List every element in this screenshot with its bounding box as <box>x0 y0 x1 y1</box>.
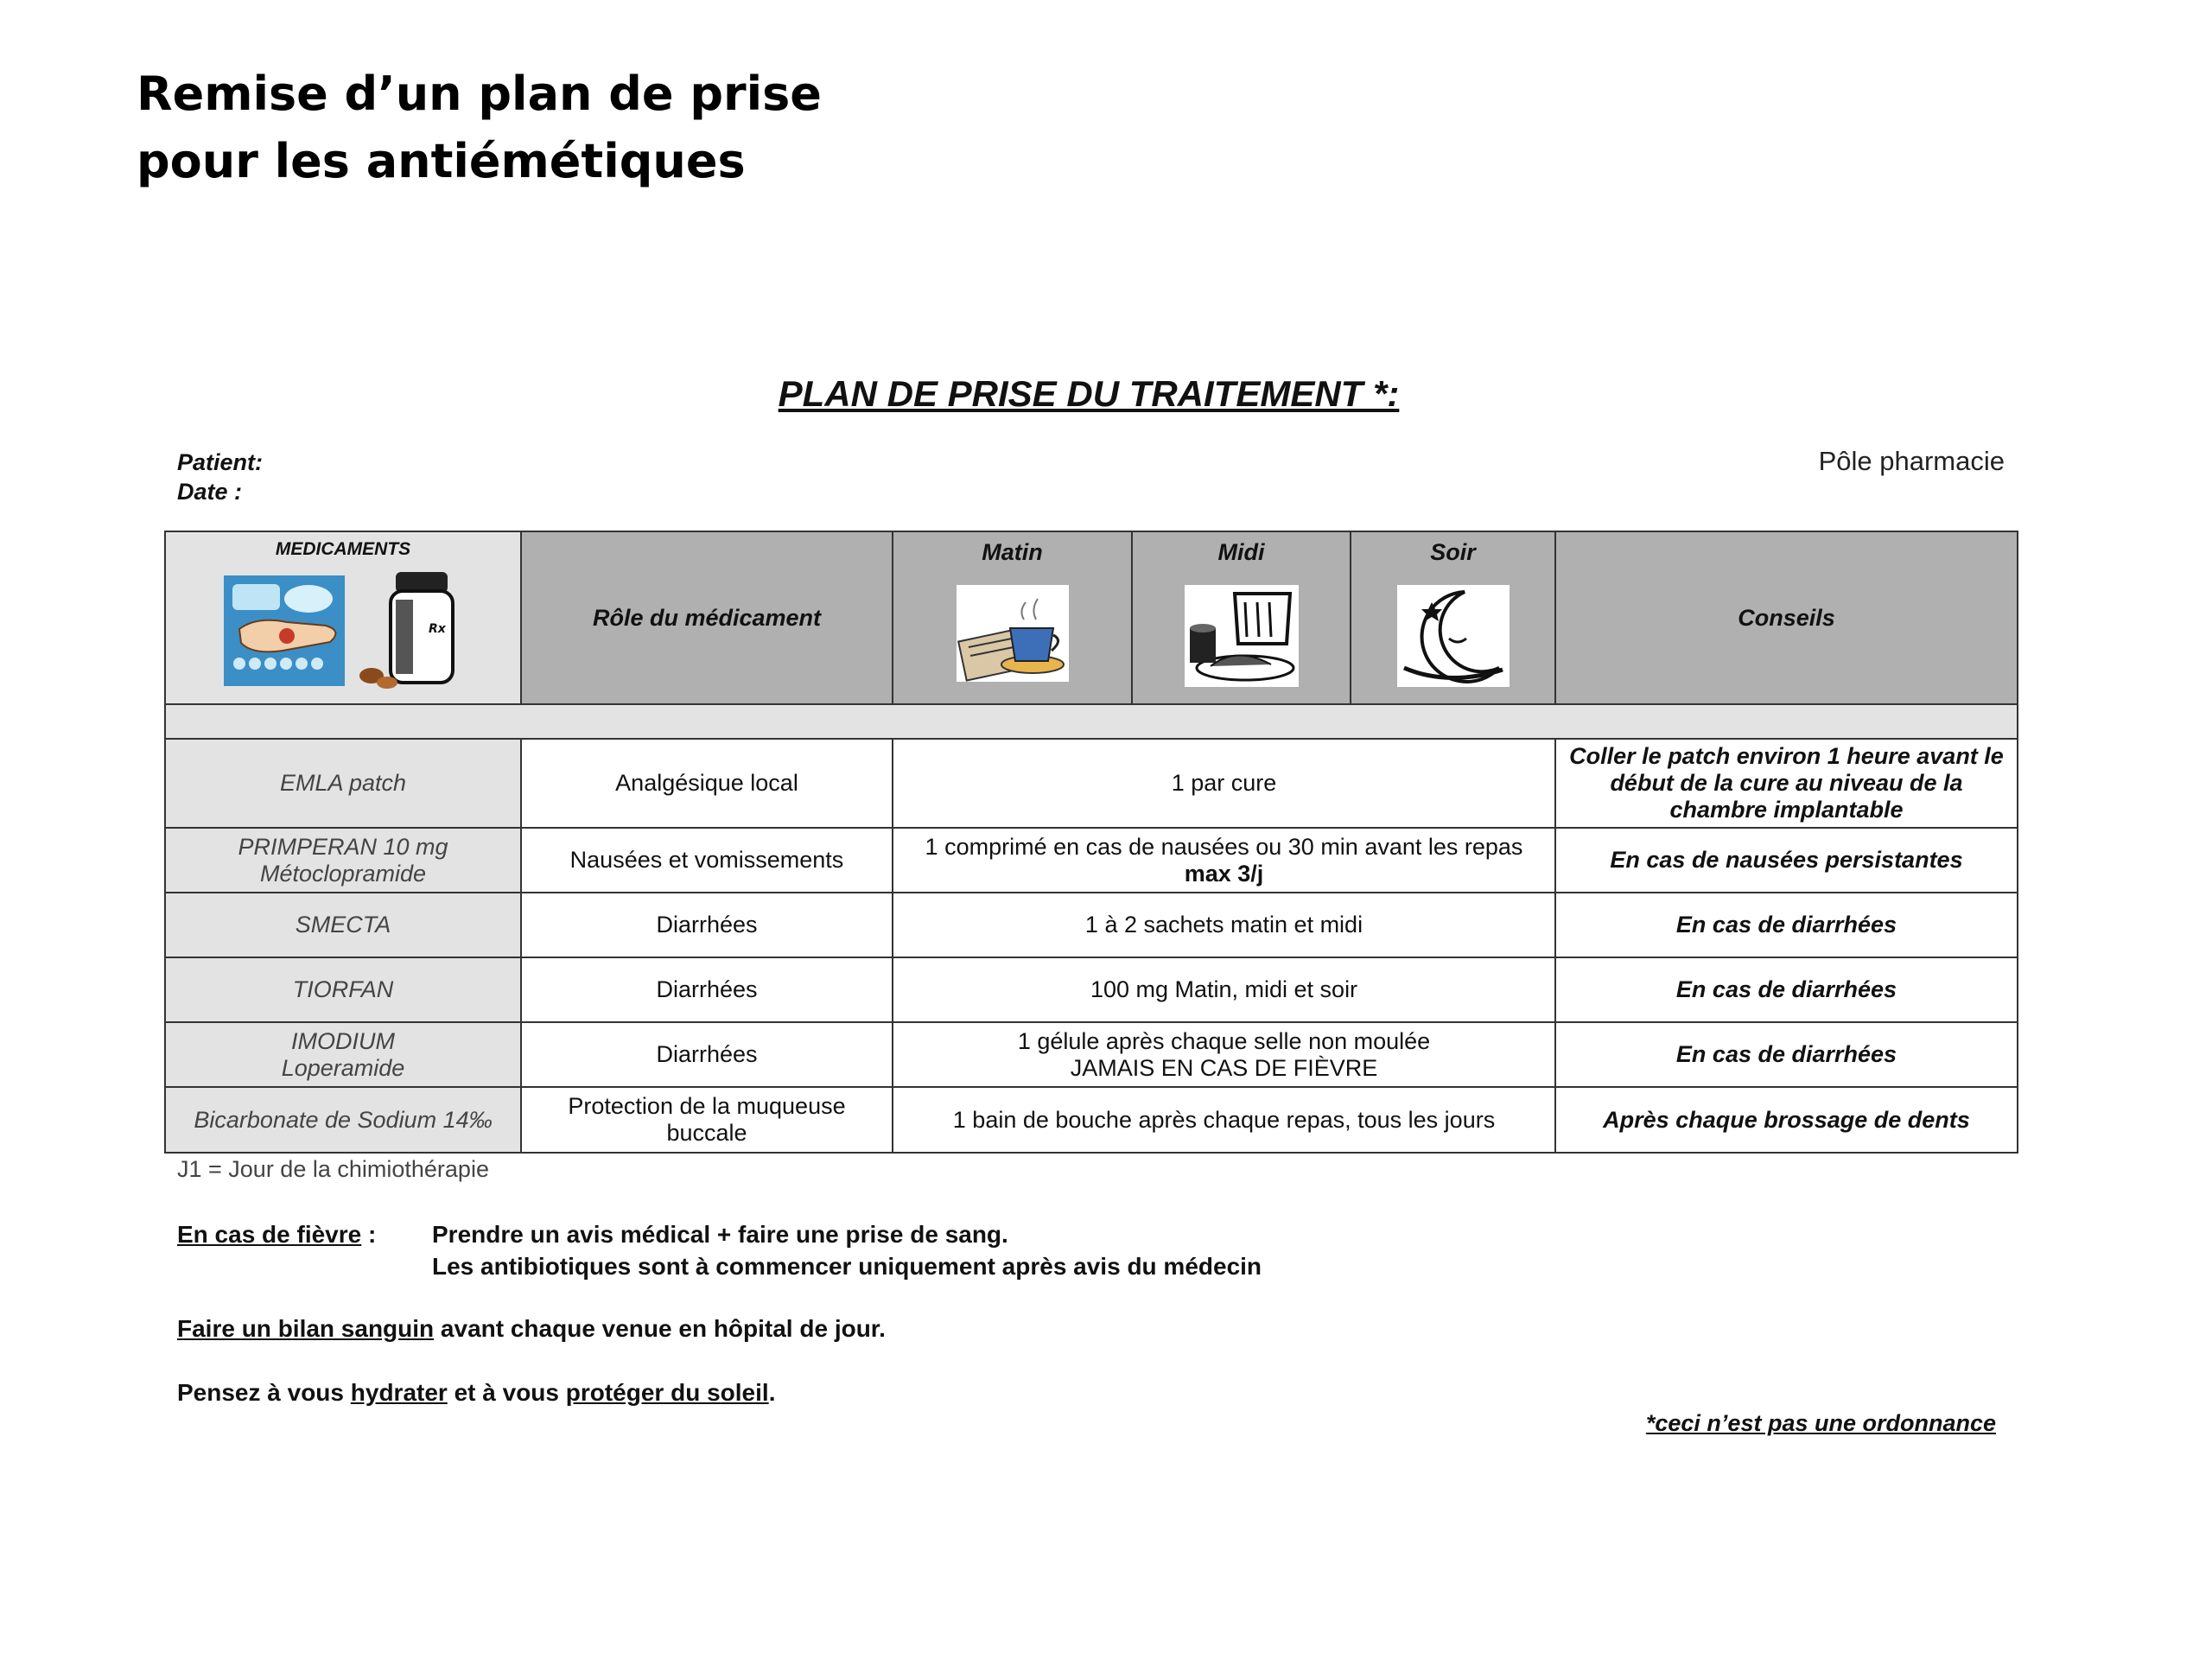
advice: Après chaque brossage de dents <box>1555 1087 2018 1153</box>
medication-name: TIORFAN <box>165 957 521 1022</box>
table-row <box>165 739 2018 828</box>
table-row <box>165 1022 2018 1087</box>
table-row <box>165 957 2018 1022</box>
department-label: Pôle pharmacie <box>1818 446 2005 476</box>
dosage: 1 par cure <box>893 739 1555 828</box>
hydrate-pre: Pensez à vous <box>177 1379 351 1406</box>
j1-footnote: J1 = Jour de la chimiothérapie <box>177 1156 489 1182</box>
treatment-plan-table <box>164 531 2018 1154</box>
header-midi-label: Midi <box>1217 539 1265 565</box>
dosage: 100 mg Matin, midi et soir <box>893 957 1555 1022</box>
dosage-line1: 1 gélule après chaque selle non moulée <box>1017 1027 1431 1054</box>
header-soir <box>1351 531 1555 704</box>
medication-name-line2: Métoclopramide <box>259 860 427 887</box>
lunch-meal-icon <box>1185 585 1299 687</box>
patient-label: Patient: <box>177 449 264 475</box>
document-title: PLAN DE PRISE DU TRAITEMENT *: <box>778 373 1400 414</box>
dosage <box>893 1022 1555 1087</box>
header-soir-label: Soir <box>1430 539 1476 565</box>
blood-test-text: avant chaque venue en hôpital de jour. <box>434 1315 886 1342</box>
medication-role: Nausées et vomissements <box>521 828 893 893</box>
date-label: Date : <box>177 479 243 505</box>
medication-illustration <box>173 569 513 690</box>
table-header-row <box>165 531 2018 704</box>
medication-role: Protection de la muqueuse buccale <box>521 1087 893 1153</box>
header-midi <box>1132 531 1351 704</box>
slide-title-line2: pour les antiémétiques <box>137 134 746 188</box>
medication-name: EMLA patch <box>165 739 521 828</box>
header-medicaments-label: MEDICAMENTS <box>275 539 411 559</box>
fever-label: En cas de fièvre <box>177 1221 362 1248</box>
blood-test-label: Faire un bilan sanguin <box>177 1315 435 1342</box>
advice: Coller le patch environ 1 heure avant le début de la cure au niveau de la chambre implantable <box>1555 739 2018 828</box>
svg-text:Rx: Rx <box>428 622 446 636</box>
medication-name <box>165 1022 521 1087</box>
not-a-prescription-note: *ceci n’est pas une ordonnance <box>1645 1410 1996 1436</box>
header-matin-label: Matin <box>982 539 1043 565</box>
hydrate-mid: et à vous <box>447 1379 566 1406</box>
medication-role: Analgésique local <box>521 739 893 828</box>
medication-role: Diarrhées <box>521 957 893 1022</box>
spacer-row <box>165 704 2018 739</box>
breakfast-coffee-icon <box>957 585 1069 682</box>
medication-role: Diarrhées <box>521 893 893 957</box>
dosage: 1 bain de bouche après chaque repas, tous les jours <box>893 1087 1555 1153</box>
slide-title-line1: Remise d’un plan de prise <box>137 67 822 121</box>
fever-label-wrap <box>177 1218 432 1250</box>
dosage <box>893 828 1555 893</box>
header-medicaments <box>165 531 521 704</box>
advice: En cas de diarrhées <box>1555 893 2018 957</box>
medication-name-line1: PRIMPERAN 10 mg <box>238 833 448 860</box>
dosage: 1 à 2 sachets matin et midi <box>893 893 1555 957</box>
header-conseils: Conseils <box>1555 531 2018 704</box>
medication-role: Diarrhées <box>521 1022 893 1087</box>
fever-text <box>432 1218 1262 1282</box>
table-row <box>165 1087 2018 1153</box>
header-matin <box>893 531 1132 704</box>
hydrate-word: hydrater <box>350 1379 448 1406</box>
advice: En cas de nausées persistantes <box>1555 828 2018 893</box>
fever-line2: Les antibiotiques sont à commencer uniquement après avis du médecin <box>432 1253 1262 1280</box>
medication-name: SMECTA <box>165 893 521 957</box>
medication-name-line2: Loperamide <box>281 1054 405 1081</box>
fever-line1: Prendre un avis médical + faire une prise de sang. <box>432 1221 1008 1248</box>
medication-name-line1: IMODIUM <box>291 1027 395 1054</box>
dosage-line2: max 3/j <box>1184 860 1264 887</box>
hydration-instruction <box>177 1379 775 1407</box>
pill-bottle-icon <box>353 569 465 690</box>
sun-protection-word: protéger du soleil <box>565 1379 769 1406</box>
dosage-line2: JAMAIS EN CAS DE FIÈVRE <box>1070 1054 1378 1081</box>
pills-hand-icon <box>222 569 347 690</box>
medication-name: Bicarbonate de Sodium 14‰ <box>165 1087 521 1153</box>
patient-info <box>177 448 263 506</box>
hydrate-end: . <box>768 1379 776 1406</box>
header-role: Rôle du médicament <box>521 531 893 704</box>
blood-test-instruction <box>177 1315 886 1343</box>
dosage-line1: 1 comprimé en cas de nausées ou 30 min avant les repas <box>925 833 1523 860</box>
medication-name <box>165 828 521 893</box>
night-moon-icon <box>1397 585 1510 687</box>
table-row <box>165 828 2018 893</box>
fever-instructions <box>177 1218 1262 1282</box>
advice: En cas de diarrhées <box>1555 957 2018 1022</box>
slide-title <box>137 60 822 195</box>
advice: En cas de diarrhées <box>1555 1022 2018 1087</box>
table-row <box>165 893 2018 957</box>
fever-colon: : <box>361 1221 377 1248</box>
